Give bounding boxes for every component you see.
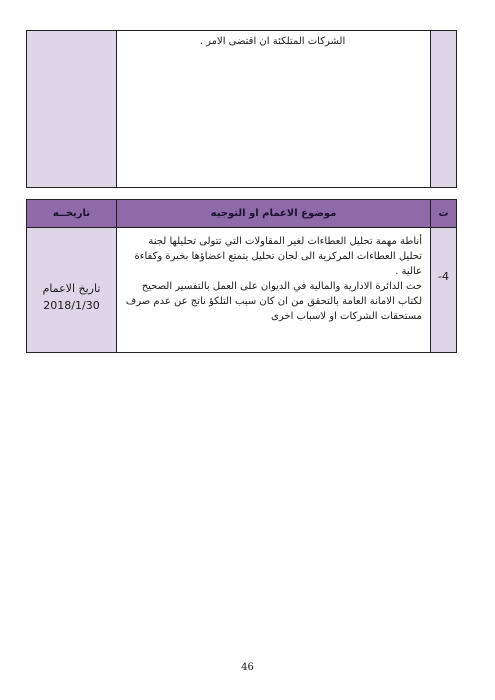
date-label: تاريخ الاعمام [42, 282, 101, 295]
subject-cell [117, 31, 431, 188]
date-cell [27, 228, 117, 353]
table-header-row [27, 200, 457, 228]
directives-table [26, 199, 457, 353]
table-row [27, 228, 457, 353]
paragraph-1: أناطة مهمة تحليل العطاءات لغير المقاولات التي تتولى تحليلها لجنة تحليل العطاءات المركزية الى لجان تحليل يتمتع اعضاؤها بخبرة وكفاءة عالية . [134, 236, 422, 277]
row-number: 4- [431, 228, 457, 353]
paragraph-2: حث الدائرة الادارية والمالية في الديوان على العمل بالتفسير الصحيح لكتاب الامانة العامة بالتحقق من ان كان سبب التلكؤ ناتج عن عدم صرف مستحقات الشركات او لاسباب اخرى [125, 281, 422, 322]
header-number: ت [431, 200, 457, 228]
header-subject: موضوع الاعمام او التوجيه [117, 200, 431, 228]
date-value: 2018/1/30 [43, 299, 100, 312]
page-number: 46 [241, 662, 254, 673]
number-cell-empty [431, 31, 457, 188]
subject-cell [117, 228, 431, 353]
subject-text: الشركات المتلكئة ان اقتضى الامر . [199, 36, 346, 47]
header-date: تاريخــه [27, 200, 117, 228]
date-cell-empty [27, 31, 117, 188]
continuation-table [26, 30, 457, 188]
